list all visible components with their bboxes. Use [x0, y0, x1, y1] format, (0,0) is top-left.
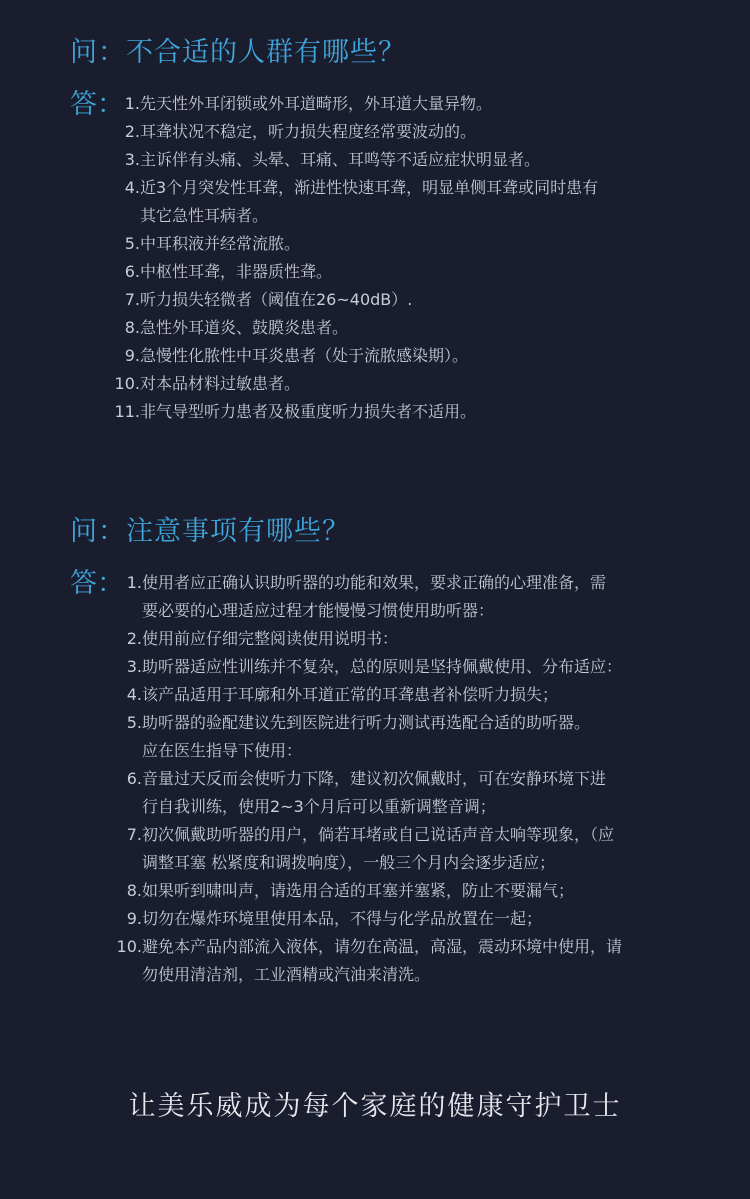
list-item: [0, 933, 750, 989]
list-item: [0, 569, 750, 625]
item-text: 先天性外耳闭锁或外耳道畸形，外耳道大量异物。: [140, 94, 493, 113]
item-text: 急慢性化脓性中耳炎患者（处于流脓感染期）。: [140, 346, 469, 365]
list-item: [0, 286, 750, 314]
list-item: [0, 230, 750, 258]
item-number: 1.: [124, 94, 140, 113]
item-text: 听力损失轻微者（阈值在26~40dB）.: [140, 290, 413, 309]
item-text: 音量过天反而会使听力下降，建议初次佩戴时，可在安静环境下进: [142, 769, 607, 788]
item-number: 3.: [124, 150, 140, 169]
item-text: 避免本产品内部流入液体，请勿在高温，高湿，震动环境中使用，请: [142, 937, 623, 956]
item-number: 9.: [124, 346, 140, 365]
question-heading: 问：不合适的人群有哪些？: [70, 37, 406, 68]
item-text: 使用前应仔细完整阅读使用说明书：: [142, 629, 399, 648]
list-item: [0, 709, 750, 765]
item-text-continued: 应在医生指导下使用：: [142, 741, 303, 760]
item-number: 6.: [126, 769, 142, 788]
item-text: 初次佩戴助听器的用户，倘若耳堵或自己说话声音太响等现象，（应: [142, 825, 615, 844]
item-text: 助听器的验配建议先到医院进行听力测试再选配合适的助听器。: [142, 713, 591, 732]
list-item: [0, 625, 750, 653]
item-number: 5.: [124, 234, 140, 253]
item-number: 3.: [126, 657, 142, 676]
item-text: 中耳积液并经常流脓。: [140, 234, 301, 253]
list-item: [0, 314, 750, 342]
item-number: 7.: [126, 825, 142, 844]
item-text: 主诉伴有头痛、头晕、耳痛、耳鸣等不适应症状明显者。: [140, 150, 541, 169]
item-number: 11.: [114, 402, 140, 421]
answer-label: 答：: [70, 568, 124, 599]
item-text: 急性外耳道炎、鼓膜炎患者。: [140, 318, 349, 337]
question-heading: 问：注意事项有哪些？: [70, 516, 350, 547]
item-text: 非气导型听力患者及极重度听力损失者不适用。: [140, 402, 477, 421]
item-number: 8.: [124, 318, 140, 337]
item-number: 9.: [126, 909, 142, 928]
item-number: 8.: [126, 881, 142, 900]
item-number: 4.: [124, 178, 140, 197]
list-item: [0, 681, 750, 709]
item-number: 7.: [124, 290, 140, 309]
item-number: 1.: [126, 573, 142, 592]
item-text: 切勿在爆炸环境里使用本品，不得与化学品放置在一起；: [142, 909, 543, 928]
item-number: 5.: [126, 713, 142, 732]
list-item: [0, 821, 750, 877]
item-text: 对本品材料过敏患者。: [140, 374, 301, 393]
item-text: 近3个月突发性耳聋，渐进性快速耳聋，明显单侧耳聋或同时患有: [140, 178, 599, 197]
answer-label: 答：: [70, 89, 124, 120]
list-item: [0, 765, 750, 821]
item-text: 助听器适应性训练并不复杂，总的原则是坚持佩戴使用、分布适应：: [142, 657, 623, 676]
item-text-continued: 调整耳塞 松紧度和调拨响度），一般三个月内会逐步适应；: [142, 853, 556, 872]
item-number: 2.: [124, 122, 140, 141]
item-number: 4.: [126, 685, 142, 704]
item-text: 使用者应正确认识助听器的功能和效果，要求正确的心理准备，需: [142, 573, 607, 592]
item-number: 6.: [124, 262, 140, 281]
list-item: [0, 258, 750, 286]
item-text: 中枢性耳聋，非器质性聋。: [140, 262, 333, 281]
list-item: [0, 398, 750, 426]
item-text: 如果听到啸叫声，请选用合适的耳塞并塞紧，防止不要漏气；: [142, 881, 575, 900]
list-item: [0, 877, 750, 905]
list-item: [0, 653, 750, 681]
item-number: 2.: [126, 629, 142, 648]
item-text: 耳聋状况不稳定，听力损失程度经常要波动的。: [140, 122, 477, 141]
list-item: [0, 905, 750, 933]
item-text-continued: 行自我训练，使用2~3个月后可以重新调整音调；: [142, 797, 496, 816]
item-text-continued: 勿使用清洁剂，工业酒精或汽油来清洗。: [142, 965, 431, 984]
list-item: [0, 90, 750, 118]
list-item: [0, 342, 750, 370]
list-item: [0, 174, 750, 230]
list-item: [0, 370, 750, 398]
item-number: 10.: [116, 937, 142, 956]
item-text-continued: 要必要的心理适应过程才能慢慢习惯使用助听器：: [142, 601, 495, 620]
answer-list: [0, 569, 750, 989]
list-item: [0, 146, 750, 174]
item-number: 10.: [114, 374, 140, 393]
item-text: 该产品适用于耳廓和外耳道正常的耳聋患者补偿听力损失；: [142, 685, 559, 704]
item-text-continued: 其它急性耳病者。: [140, 206, 269, 225]
footer-slogan: 让美乐威成为每个家庭的健康守护卫士: [128, 1091, 622, 1122]
list-item: [0, 118, 750, 146]
answer-list: [0, 90, 750, 426]
